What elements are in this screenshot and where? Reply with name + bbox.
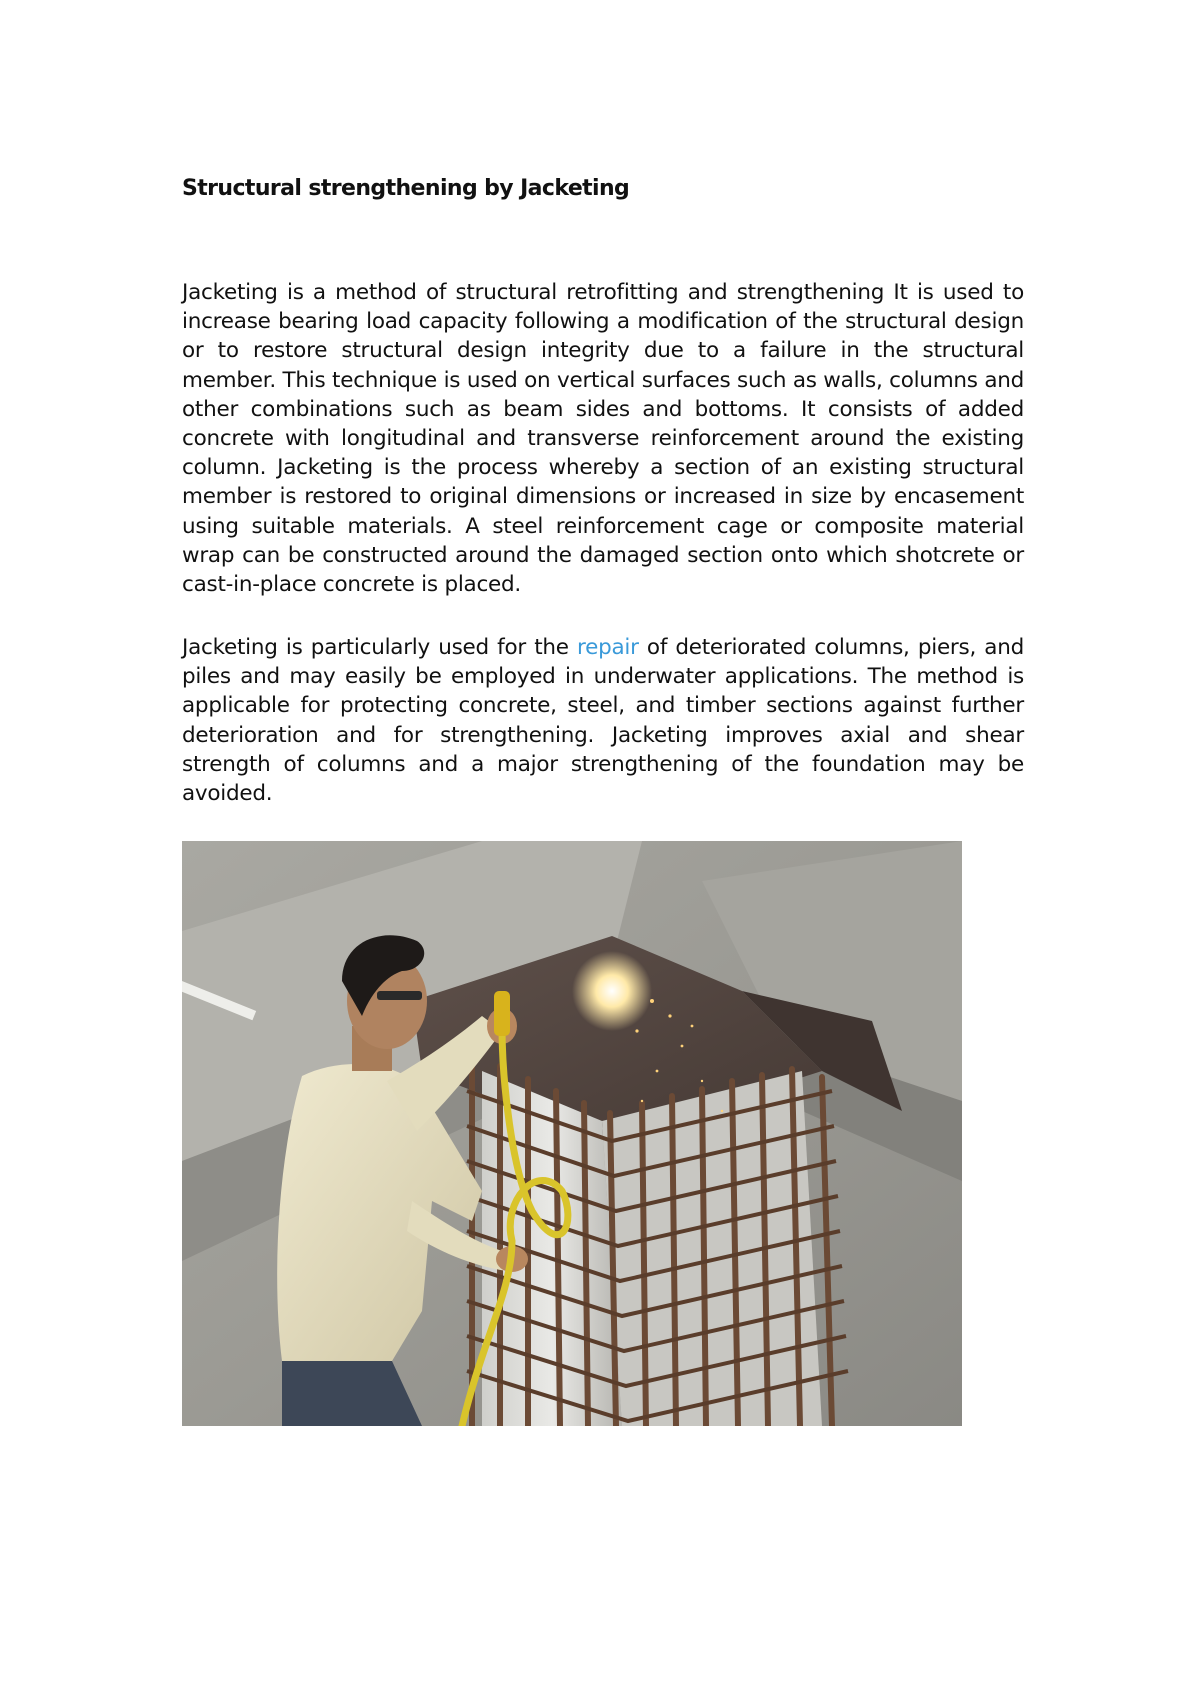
paragraph-uses-text-end: of deteriorated columns, piers, and piles and may easily be employed in underwater applications. The method is applicable for protecting concrete, steel, and timber sections against further deterioration and for strengthening. Jacketing improves axial and shear strength of columns and a major strengthening of the foundation may be avoided. — [182, 635, 1024, 807]
document-title: Structural strengthening by Jacketing — [182, 176, 630, 201]
jacketing-photo — [182, 841, 962, 1426]
paragraph-uses — [182, 633, 1024, 808]
repair-link[interactable]: repair — [576, 635, 639, 660]
paragraph-intro: Jacketing is a method of structural retrofitting and strengthening It is used to increase bearing load capacity following a modification of the structural design or to restore structural design integrity due to a failure in the structural member. This technique is used on vertical surfaces such as walls, columns and other combinations such as beam sides and bottoms. It consists of added concrete with longitudinal and transverse reinforcement around the existing column. Jacketing is the process whereby a section of an existing structural member is restored to original dimensions or increased in size by encasement using suitable materials. A steel reinforcement cage or composite material wrap can be constructed around the damaged section onto which shotcrete or cast-in-place concrete is placed. — [182, 280, 1025, 598]
paragraph-uses-text-start: Jacketing is particularly used for the — [182, 635, 577, 660]
